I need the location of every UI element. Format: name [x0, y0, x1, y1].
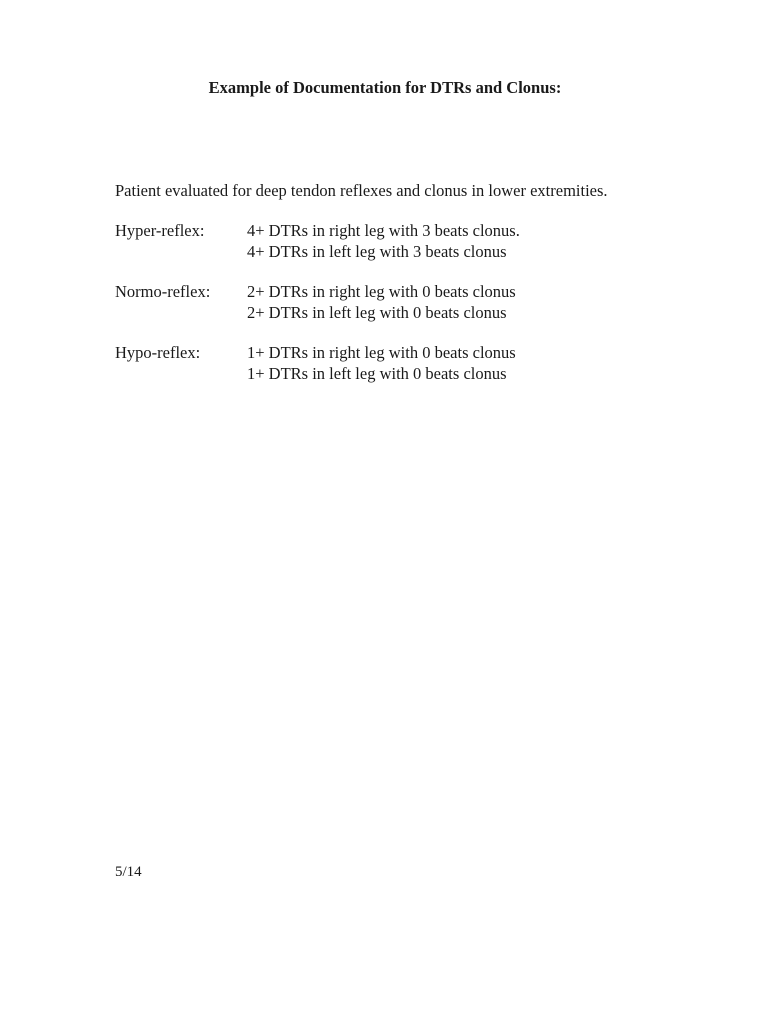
section-lines [247, 221, 520, 262]
finding-line: 4+ DTRs in right leg with 3 beats clonus. [247, 221, 520, 240]
section-label: Hyper-reflex: [115, 221, 205, 240]
page-footer-date: 5/14 [115, 864, 142, 880]
finding-line: 2+ DTRs in left leg with 0 beats clonus [247, 302, 507, 322]
finding-line: 2+ DTRs in right leg with 0 beats clonus [247, 282, 516, 301]
finding-line: 1+ DTRs in left leg with 0 beats clonus [247, 363, 507, 383]
section-label: Hypo-reflex: [115, 343, 201, 362]
finding-line: 4+ DTRs in left leg with 3 beats clonus [247, 241, 507, 261]
section-label: Normo-reflex: [115, 282, 211, 301]
section-lines [247, 343, 516, 384]
intro-paragraph: Patient evaluated for deep tendon reflexes and clonus in lower extremities. [115, 181, 608, 200]
document-title: Example of Documentation for DTRs and Clonus: [208, 78, 562, 97]
section-lines [247, 282, 516, 323]
finding-line: 1+ DTRs in right leg with 0 beats clonus [247, 343, 516, 362]
